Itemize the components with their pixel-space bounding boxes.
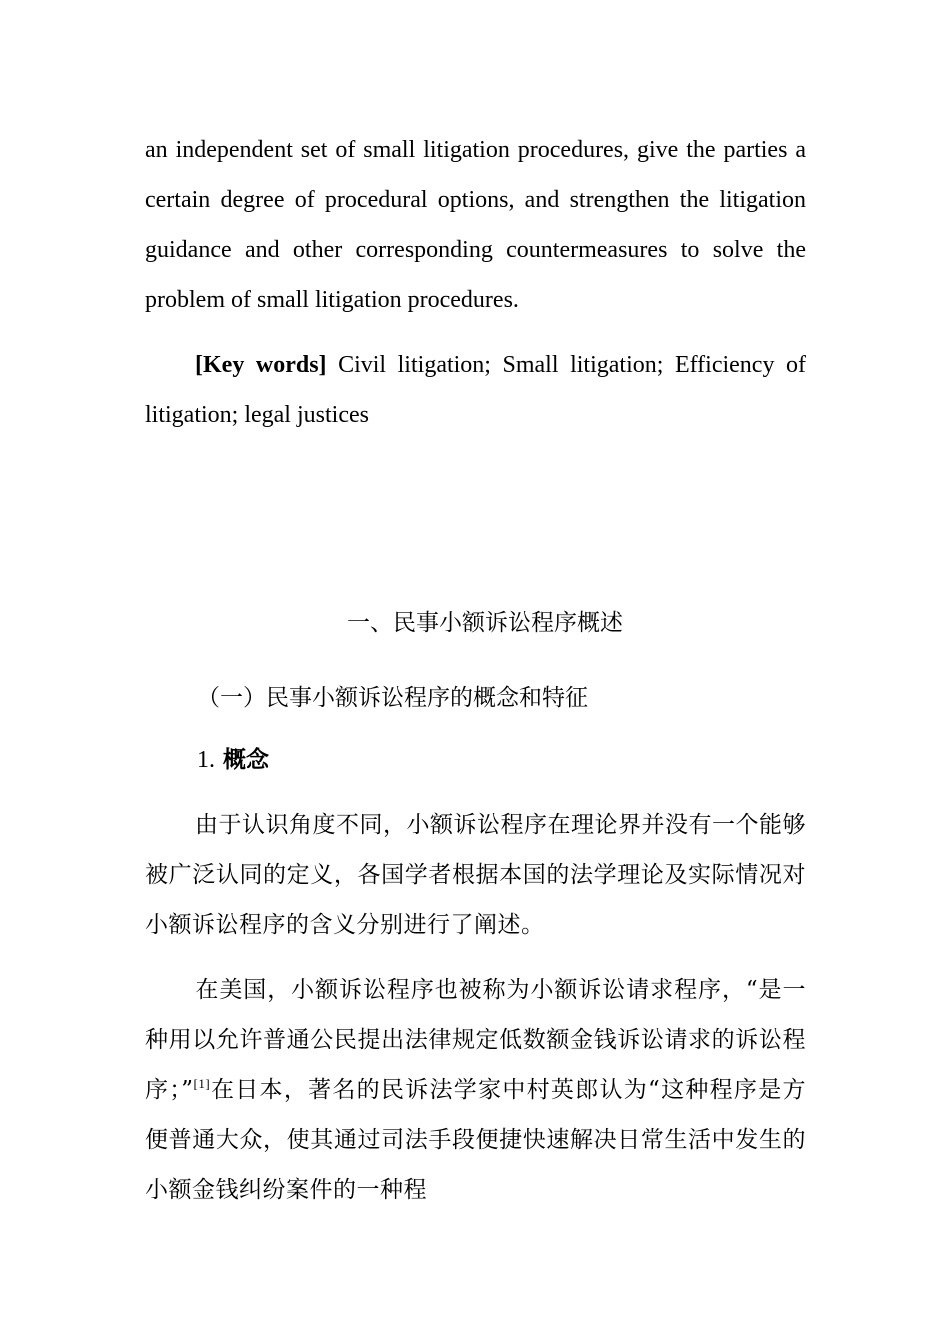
body-paragraph-1: [145, 800, 806, 950]
item-title: 概念: [215, 747, 270, 773]
keywords-paragraph: [145, 340, 806, 440]
abstract-continuation: an independent set of small litigation procedures, give the parties a certain degree of procedural options, and strengthen the litigation guidance and other corresponding countermeasures to solve the problem of small litigation procedures.: [145, 137, 806, 313]
item-heading: [197, 743, 269, 777]
paragraph-text: 在日本，著名的民诉法学家中村英郎认为“这种程序是方便普通大众，使其通过司法手段便捷快速解决日常生活中发生的小额金钱纠纷案件的一种程: [145, 1077, 806, 1203]
keywords-text: Civil litigation; Small litigation; Efficiency of litigation; legal justices: [145, 352, 806, 428]
keywords-label: [Key words]: [195, 352, 327, 378]
paragraph-text: 在美国，小额诉讼程序也被称为小额诉讼请求程序，“是一种用以允许普通公民提出法律规定低数额金钱诉讼请求的诉讼程序；”: [145, 977, 806, 1103]
item-number: 1.: [197, 747, 215, 773]
subsection-heading: （一）民事小额诉讼程序的概念和特征: [197, 685, 588, 711]
section-heading: 一、民事小额诉讼程序概述: [347, 610, 623, 636]
paragraph-text: 由于认识角度不同，小额诉讼程序在理论界并没有一个能够被广泛认同的定义，各国学者根据本国的法学理论及实际情况对小额诉讼程序的含义分别进行了阐述。: [145, 812, 806, 938]
body-paragraph-2: [145, 965, 806, 1215]
citation-marker: [1]: [193, 1076, 211, 1091]
